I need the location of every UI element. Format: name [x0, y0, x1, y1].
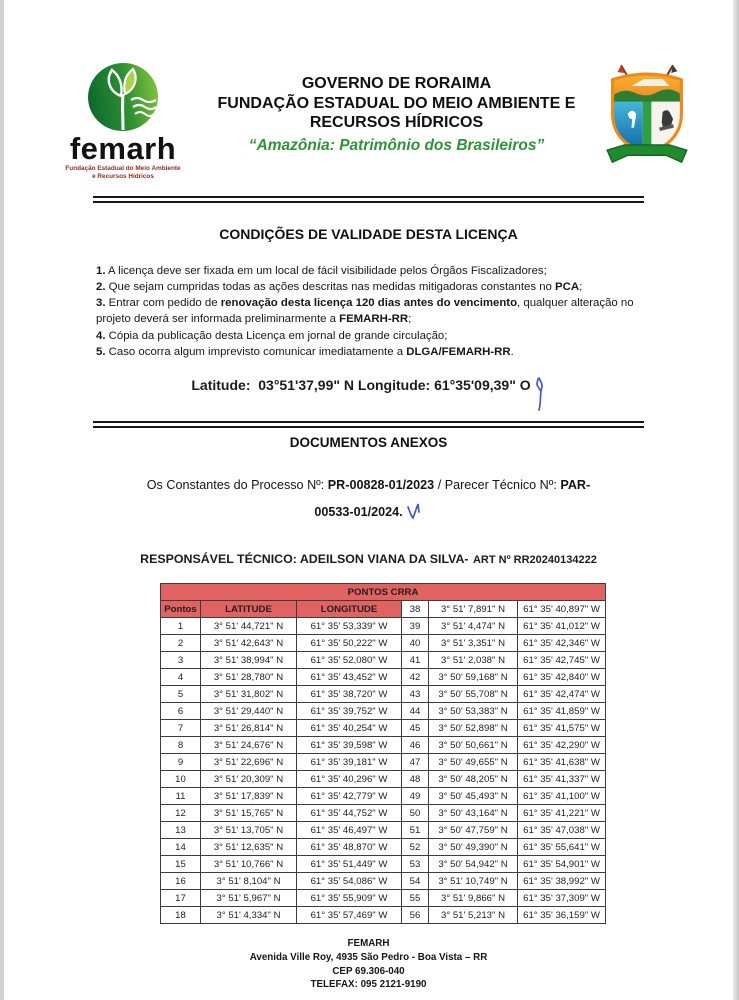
table-cell: 3° 50' 55,708" N — [429, 686, 518, 703]
table-cell: 61° 35' 39,181" W — [297, 754, 402, 771]
table-cell: 3° 51' 5,967" N — [201, 890, 297, 907]
table-cell: 3° 50' 43,164" N — [429, 805, 518, 822]
table-cell: 61° 35' 42,779" W — [297, 788, 402, 805]
table-cell: 3° 51' 38,994" N — [201, 652, 297, 669]
table-cell: 52 — [402, 839, 429, 856]
table-row — [161, 703, 606, 720]
table-cell: 61° 35' 55,909" W — [297, 890, 402, 907]
table-cell: 61° 35' 41,100" W — [518, 788, 606, 805]
table-cell: 61° 35' 42,346" W — [518, 635, 606, 652]
footer-street: Avenida Ville Roy, 4935 São Pedro - Boa Vista – RR — [249, 951, 488, 963]
table-cell: 3° 51' 3,351" N — [429, 635, 518, 652]
table-cell: 3° 51' 42,643" N — [201, 635, 297, 652]
table-body — [161, 618, 606, 924]
table-row — [161, 686, 606, 703]
table-cell: 46 — [402, 737, 429, 754]
table-cell: 3° 51' 5,213" N — [429, 907, 518, 924]
table-cell: 38 — [402, 601, 429, 618]
pen-check-icon — [406, 502, 423, 521]
table-cell: 39 — [402, 618, 429, 635]
condition-item-3: 3. Entrar com pedido de renovação desta licença 120 dias antes do vencimento, qualquer alteração no projeto deverá ser informada preliminarmente a FEMARH-RR; — [96, 297, 634, 326]
motto-text: “Amazônia: Patrimônio dos Brasileiros” — [248, 136, 545, 154]
table-cell: 48 — [402, 771, 429, 788]
footer-telefax: TELEFAX: 095 2121-9190 — [310, 979, 427, 991]
table-row — [161, 856, 606, 873]
gov-line-3: RECURSOS HÍDRICOS — [309, 114, 484, 132]
table-cell: 61° 35' 50,222" W — [297, 635, 402, 652]
table-cell: 50 — [402, 805, 429, 822]
table-cell: 3° 51' 22,696" N — [201, 754, 297, 771]
letterhead — [4, 0, 733, 181]
table-cell: 61° 35' 46,497" W — [297, 822, 402, 839]
table-row — [161, 652, 606, 669]
table-row — [161, 822, 606, 839]
condition-item-4: 4. Cópia da publicação desta Licença em jornal de grande circulação; — [96, 329, 448, 342]
documents-title: DOCUMENTOS ANEXOS — [289, 435, 448, 451]
table-cell: 61° 35' 42,840" W — [518, 669, 606, 686]
table-cell: 44 — [402, 703, 429, 720]
table-cell: 3° 50' 50,661" N — [429, 737, 518, 754]
table-cell: 3° 50' 53,383" N — [429, 703, 518, 720]
table-cell: 61° 35' 41,221" W — [518, 805, 606, 822]
table-row — [161, 635, 606, 652]
table-cell: 4 — [161, 669, 201, 686]
table-cell: 61° 35' 36,159" W — [518, 907, 606, 924]
process-line-2 — [4, 499, 733, 526]
logo-tagline-line1: Fundação Estadual do Meio Ambiente — [65, 164, 181, 172]
table-cell: 3° 51' 17,839" N — [201, 788, 297, 805]
col-header-latitude: LATITUDE — [201, 601, 297, 618]
double-rule — [93, 421, 644, 428]
table-cell: 61° 35' 40,254" W — [297, 720, 402, 737]
table-cell: 61° 35' 42,745" W — [518, 652, 606, 669]
table-cell: 40 — [402, 635, 429, 652]
table-cell: 61° 35' 42,290" W — [518, 737, 606, 754]
table-cell: 9 — [161, 754, 201, 771]
table-cell: 61° 35' 40,296" W — [297, 771, 402, 788]
pontos-crra-table — [160, 583, 606, 924]
table-cell: 10 — [161, 771, 201, 788]
table-cell: 8 — [161, 737, 201, 754]
femarh-leaf-icon — [73, 58, 173, 136]
table-cell: 3 — [161, 652, 201, 669]
table-cell: 56 — [402, 907, 429, 924]
table-cell: 3° 51' 13,705" N — [201, 822, 297, 839]
table-row — [161, 873, 606, 890]
table-cell: 61° 35' 38,720" W — [297, 686, 402, 703]
femarh-logo — [48, 58, 198, 181]
logo-tagline-line2: e Recursos Hídricos — [92, 172, 154, 180]
table-cell: 1 — [161, 618, 201, 635]
table-cell: 3° 51' 31,802" N — [201, 686, 297, 703]
table-cell: 61° 35' 41,337" W — [518, 771, 606, 788]
table-cell: 3° 50' 59,168" N — [429, 669, 518, 686]
table-cell: 3° 51' 2,038" N — [429, 652, 518, 669]
table-cell: 61° 35' 43,452" W — [297, 669, 402, 686]
table-cell: 11 — [161, 788, 201, 805]
table-cell: 18 — [161, 907, 201, 924]
table-cell: 61° 35' 42,474" W — [518, 686, 606, 703]
conditions-list — [96, 263, 643, 360]
table-cell: 61° 35' 54,086" W — [297, 873, 402, 890]
coordinates-line — [4, 376, 733, 412]
responsible-line — [4, 550, 733, 568]
table-cell: 3° 51' 7,891" N — [429, 601, 518, 618]
table-cell: 3° 51' 4,334" N — [201, 907, 297, 924]
gov-line-2: FUNDAÇÃO ESTADUAL DO MEIO AMBIENTE E — [217, 94, 576, 112]
table-cell: 5 — [161, 686, 201, 703]
condition-item-2: 2. Que sejam cumpridas todas as ações descritas nas medidas mitigadoras constantes no PCA; — [96, 281, 583, 294]
table-cell: 3° 51' 10,766" N — [201, 856, 297, 873]
table-row — [161, 805, 606, 822]
letterhead-titles — [198, 58, 595, 155]
col-header-pontos: Pontos — [161, 601, 201, 618]
table-cell: 61° 35' 44,752" W — [297, 805, 402, 822]
conditions-title: CONDIÇÕES DE VALIDADE DESTA LICENÇA — [219, 225, 518, 242]
gov-line-1: GOVERNO DE RORAIMA — [301, 75, 492, 92]
table-cell: 3° 51' 10,749" N — [429, 873, 518, 890]
table-cell: 3° 51' 28,780" N — [201, 669, 297, 686]
table-row — [161, 890, 606, 907]
table-cell: 61° 35' 41,638" W — [518, 754, 606, 771]
table-cell: 17 — [161, 890, 201, 907]
table-cell: 3° 50' 49,390" N — [429, 839, 518, 856]
table-cell: 14 — [161, 839, 201, 856]
table-cell: 61° 35' 41,575" W — [518, 720, 606, 737]
table-cell: 61° 35' 39,598" W — [297, 737, 402, 754]
table-cell: 61° 35' 48,870" W — [297, 839, 402, 856]
table-cell: 15 — [161, 856, 201, 873]
responsible-art: ART Nº RR20240134222 — [472, 554, 597, 567]
logo-tagline — [48, 165, 198, 181]
table-cell: 53 — [402, 856, 429, 873]
col-header-longitude: LONGITUDE — [297, 601, 402, 618]
table-cell: 16 — [161, 873, 201, 890]
scan-edge-right — [733, 0, 739, 1000]
double-rule — [93, 196, 644, 203]
table-cell: 7 — [161, 720, 201, 737]
table-row — [161, 618, 606, 635]
table-cell: 61° 35' 41,859" W — [518, 703, 606, 720]
table-cell: 3° 51' 24,676" N — [201, 737, 297, 754]
table-row — [161, 720, 606, 737]
table-cell: 3° 51' 12,635" N — [201, 839, 297, 856]
table-cell: 6 — [161, 703, 201, 720]
logo-wordmark: femarh — [69, 131, 177, 166]
coordinates-text: Latitude: 03°51'37,99" N Longitude: 61°35'09,39" O — [191, 377, 531, 394]
table-cell: 43 — [402, 686, 429, 703]
table-row — [161, 907, 606, 924]
table-cell: 3° 50' 52,898" N — [429, 720, 518, 737]
table-cell: 61° 35' 51,449" W — [297, 856, 402, 873]
table-cell: 45 — [402, 720, 429, 737]
roraima-coat-of-arms-icon — [595, 60, 699, 174]
table-header-row — [161, 601, 606, 618]
table-cell: 47 — [402, 754, 429, 771]
table-row — [161, 839, 606, 856]
table-cell: 61° 35' 40,897" W — [518, 601, 606, 618]
table-cell: 61° 35' 37,309" W — [518, 890, 606, 907]
footer-org: FEMARH — [347, 938, 390, 950]
table-cell: 61° 35' 54,901" W — [518, 856, 606, 873]
table-cell: 3° 50' 48,205" N — [429, 771, 518, 788]
table-cell: 61° 35' 39,752" W — [297, 703, 402, 720]
table-cell: 3° 51' 15,765" N — [201, 805, 297, 822]
table-row — [161, 754, 606, 771]
table-cell: 61° 35' 53,339" W — [297, 618, 402, 635]
condition-item-5: 5. Caso ocorra algum imprevisto comunicar imediatamente a DLGA/FEMARH-RR. — [96, 345, 514, 358]
responsible-main: RESPONSÁVEL TÉCNICO: ADEILSON VIANA DA SILVA- — [140, 552, 469, 567]
table-cell: 3° 51' 29,440" N — [201, 703, 297, 720]
table-cell: 61° 35' 38,992" W — [518, 873, 606, 890]
table-cell: 3° 50' 54,942" N — [429, 856, 518, 873]
table-cell: 55 — [402, 890, 429, 907]
process-paragraph — [4, 472, 733, 526]
table-cell: 61° 35' 55,641" W — [518, 839, 606, 856]
table-cell: 3° 51' 20,309" N — [201, 771, 297, 788]
document-page — [4, 0, 733, 1000]
table-row — [161, 737, 606, 754]
table-title-row — [161, 584, 606, 601]
table-cell: 13 — [161, 822, 201, 839]
table-cell: 42 — [402, 669, 429, 686]
table-cell: 3° 51' 9,866" N — [429, 890, 518, 907]
table-cell: 2 — [161, 635, 201, 652]
table-cell: 3° 51' 26,814" N — [201, 720, 297, 737]
condition-item-1: 1. A licença deve ser fixada em um local de fácil visibilidade pelos Órgãos Fiscalizadores; — [96, 264, 547, 277]
table-cell: 41 — [402, 652, 429, 669]
table-cell: 12 — [161, 805, 201, 822]
table-row — [161, 669, 606, 686]
table-cell: 3° 50' 47,759" N — [429, 822, 518, 839]
table-cell: 49 — [402, 788, 429, 805]
table-cell: 3° 50' 45,493" N — [429, 788, 518, 805]
table-row — [161, 788, 606, 805]
table-cell: 3° 51' 8,104" N — [201, 873, 297, 890]
table-cell: 61° 35' 52,080" W — [297, 652, 402, 669]
table-cell: 3° 51' 4,474" N — [429, 618, 518, 635]
table-cell: 3° 50' 49,655" N — [429, 754, 518, 771]
footer-cep: CEP 69.306-040 — [332, 965, 405, 977]
footer-address — [4, 937, 733, 992]
table-cell: 61° 35' 47,038" W — [518, 822, 606, 839]
pen-mark-icon — [532, 376, 546, 412]
table-cell: 61° 35' 57,469" W — [297, 907, 402, 924]
table-cell: 61° 35' 41,012" W — [518, 618, 606, 635]
table-row — [161, 771, 606, 788]
table-cell: 54 — [402, 873, 429, 890]
process-line-2-text: 00533-01/2024. — [314, 505, 403, 520]
table-cell: 3° 51' 44,721" N — [201, 618, 297, 635]
table-cell: 51 — [402, 822, 429, 839]
process-line-1: Os Constantes do Processo Nº: PR-00828-01/2023 / Parecer Técnico Nº: PAR- — [146, 478, 591, 493]
table-title: PONTOS CRRA — [161, 584, 606, 601]
